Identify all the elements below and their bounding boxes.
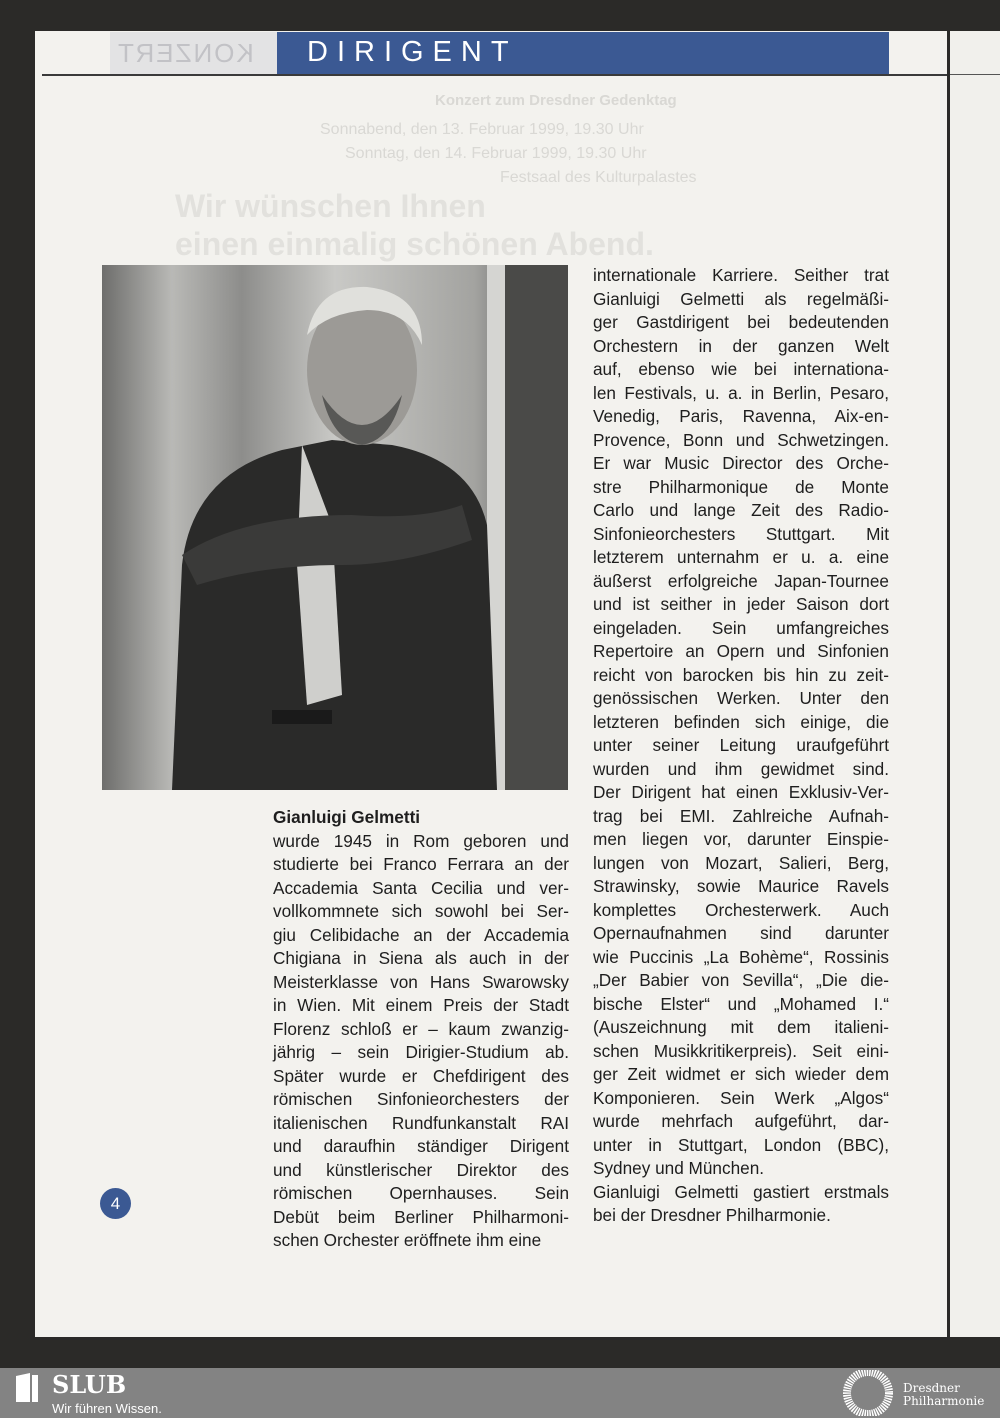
text-line: reicht von barocken bis hin zu zeit- — [593, 664, 890, 685]
text-line: ger Zeit widmet er sich wieder dem — [593, 1064, 890, 1084]
text-line: Komponieren. Sein Werk „Algos“ — [593, 1087, 889, 1108]
text-line: vollkommnete sich sowohl bei Ser- — [273, 901, 570, 921]
text-line: unter seiner Leitung uraufgeführt — [593, 735, 890, 755]
partner-logo-text[interactable] — [903, 1382, 984, 1408]
text-line: letzterem unternahm er u. a. eine — [593, 547, 890, 567]
text-line: Orchestern in der ganzen Welt — [593, 335, 889, 356]
text-line: genössischen Werken. Unter den — [593, 688, 889, 708]
text-line: Später wurde er Chefdirigent des — [273, 1065, 569, 1086]
text-line: internationale Karriere. Seither trat — [593, 265, 889, 285]
text-line: römischen Opernhauses. Sein — [273, 1183, 570, 1203]
text-line: Chigiana in Siena als auch in der — [273, 948, 569, 968]
showthrough-line: Sonntag, den 14. Februar 1999, 19.30 Uhr — [345, 145, 647, 162]
text-line: studierte bei Franco Ferrara an der — [273, 854, 569, 874]
text-line: Der Dirigent hat einen Exklusiv-Ver- — [593, 782, 890, 802]
partner-name-line2: Philharmonie — [903, 1394, 985, 1408]
text-line: Sydney und München. — [593, 1158, 765, 1178]
portrait-image — [102, 265, 568, 790]
text-line: italienischen Rundfunkanstalt RAI — [273, 1112, 569, 1133]
conductor-portrait-photo — [102, 265, 568, 790]
text-line: auf, ebenso wie bei internationa- — [593, 359, 889, 379]
text-line: Gianluigi Gelmetti gastiert erstmals — [593, 1181, 889, 1202]
text-line: in Wien. Mit einem Preis der Stadt — [273, 995, 569, 1015]
showthrough-line: Festsaal des Kulturpalastes — [500, 169, 697, 186]
text-line: Accademia Santa Cecilia und ver- — [273, 877, 569, 898]
showthrough-headline: Wir wünschen Ihnen — [175, 188, 486, 224]
text-line: lungen von Mozart, Salieri, Berg, — [593, 852, 889, 873]
text-line: schen Musikkritikerpreis). Seit eini- — [593, 1040, 890, 1061]
page-number-badge: 4 — [100, 1188, 131, 1219]
text-line: giu Celibidache an der Accademia — [273, 924, 570, 945]
text-line: schen Orchester eröffnete ihm eine — [273, 1230, 542, 1250]
text-line: (Auszeichnung mit dem italieni- — [593, 1017, 890, 1037]
text-line: trag bei EMI. Zahlreiche Aufnah- — [593, 805, 890, 826]
text-line: äußerst erfolgreiche Japan-Tournee — [593, 570, 889, 591]
showthrough-line: Konzert zum Dresdner Gedenktag — [435, 92, 677, 109]
text-line: Sinfonieorchesters Stuttgart. Mit — [593, 523, 889, 544]
text-line: letzteren befinden sich einige, die — [593, 711, 889, 732]
text-line: len Festivals, u. a. in Berlin, Pesaro, — [593, 382, 890, 403]
text-line: ger Gastdirigent bei bedeutenden — [593, 312, 889, 332]
section-title: DIRIGENT — [307, 36, 518, 68]
text-line: Meisterklasse von Hans Swarowsky — [273, 971, 570, 992]
text-line: Opernaufnahmen sind darunter — [593, 923, 889, 943]
text-line: Repertoire an Opern und Sinfonien — [593, 641, 889, 661]
text-line: und ist seither in jeder Saison dort — [593, 594, 889, 614]
text-line: unter in Stuttgart, London (BBC), — [593, 1134, 889, 1155]
right-text-column — [593, 264, 889, 1228]
text-line: „Der Babier von Sevilla“, „Die die- — [593, 970, 889, 990]
text-line: und künstlerischer Direktor des — [273, 1159, 569, 1180]
text-line: wurden und ihm gewidmet sind. — [593, 758, 889, 779]
text-line: Provence, Bonn und Schwetzingen. — [593, 429, 889, 450]
slub-tagline: Wir führen Wissen. — [52, 1401, 162, 1416]
partner-name-line1: Dresdner — [903, 1381, 960, 1395]
text-line: Carlo und lange Zeit des Radio- — [593, 500, 889, 520]
text-line: bische Elster“ und „Mohamed I.“ — [593, 993, 889, 1014]
text-line: komplettes Orchesterwerk. Auch — [593, 899, 890, 920]
text-line: Gianluigi Gelmetti als regelmäßi- — [593, 288, 889, 309]
text-line: Florenz schloß er – kaum zwanzig- — [273, 1018, 569, 1039]
left-text-column — [273, 806, 569, 1253]
section-header-band — [277, 32, 889, 74]
text-line: Venedig, Paris, Ravenna, Aix-en- — [593, 406, 890, 426]
text-line: Strawinsky, sowie Maurice Ravels — [593, 876, 889, 896]
text-line: wurde mehrfach aufgeführt, dar- — [593, 1111, 889, 1131]
footer-bar — [0, 1368, 1000, 1418]
adjacent-page-edge — [950, 31, 1000, 1337]
slub-book-icon — [12, 1372, 42, 1404]
text-line: eingeladen. Sein umfangreiches — [593, 617, 889, 638]
text-line: wie Puccinis „La Bohème“, Rossinis — [593, 946, 889, 967]
text-line: wurde 1945 in Rom geboren und — [273, 830, 569, 851]
header-rule — [42, 74, 947, 76]
text-line: men liegen vor, darunter Einspie- — [593, 829, 889, 849]
text-line: jährig – sein Dirigier-Studium ab. — [273, 1042, 570, 1062]
text-line: und daraufhin ständiger Dirigent — [273, 1136, 569, 1156]
dresdner-philharmonie-logo-icon — [842, 1370, 894, 1416]
text-line: römischen Sinfonieorchesters der — [273, 1089, 569, 1109]
conductor-name-heading: Gianluigi Gelmetti — [273, 807, 421, 827]
slub-logo-text[interactable]: SLUB — [52, 1370, 127, 1399]
text-line: Er war Music Director des Orche- — [593, 453, 889, 473]
text-line: bei der Dresdner Philharmonie. — [593, 1205, 831, 1225]
showthrough-line: Sonnabend, den 13. Februar 1999, 19.30 Uhr — [320, 121, 644, 138]
text-line: Debüt beim Berliner Philharmoni- — [273, 1206, 569, 1227]
header-ghost-title: KONZERT — [116, 38, 254, 68]
showthrough-headline: einen einmalig schönen Abend. — [175, 226, 654, 262]
text-line: stre Philharmonique de Monte — [593, 476, 889, 497]
